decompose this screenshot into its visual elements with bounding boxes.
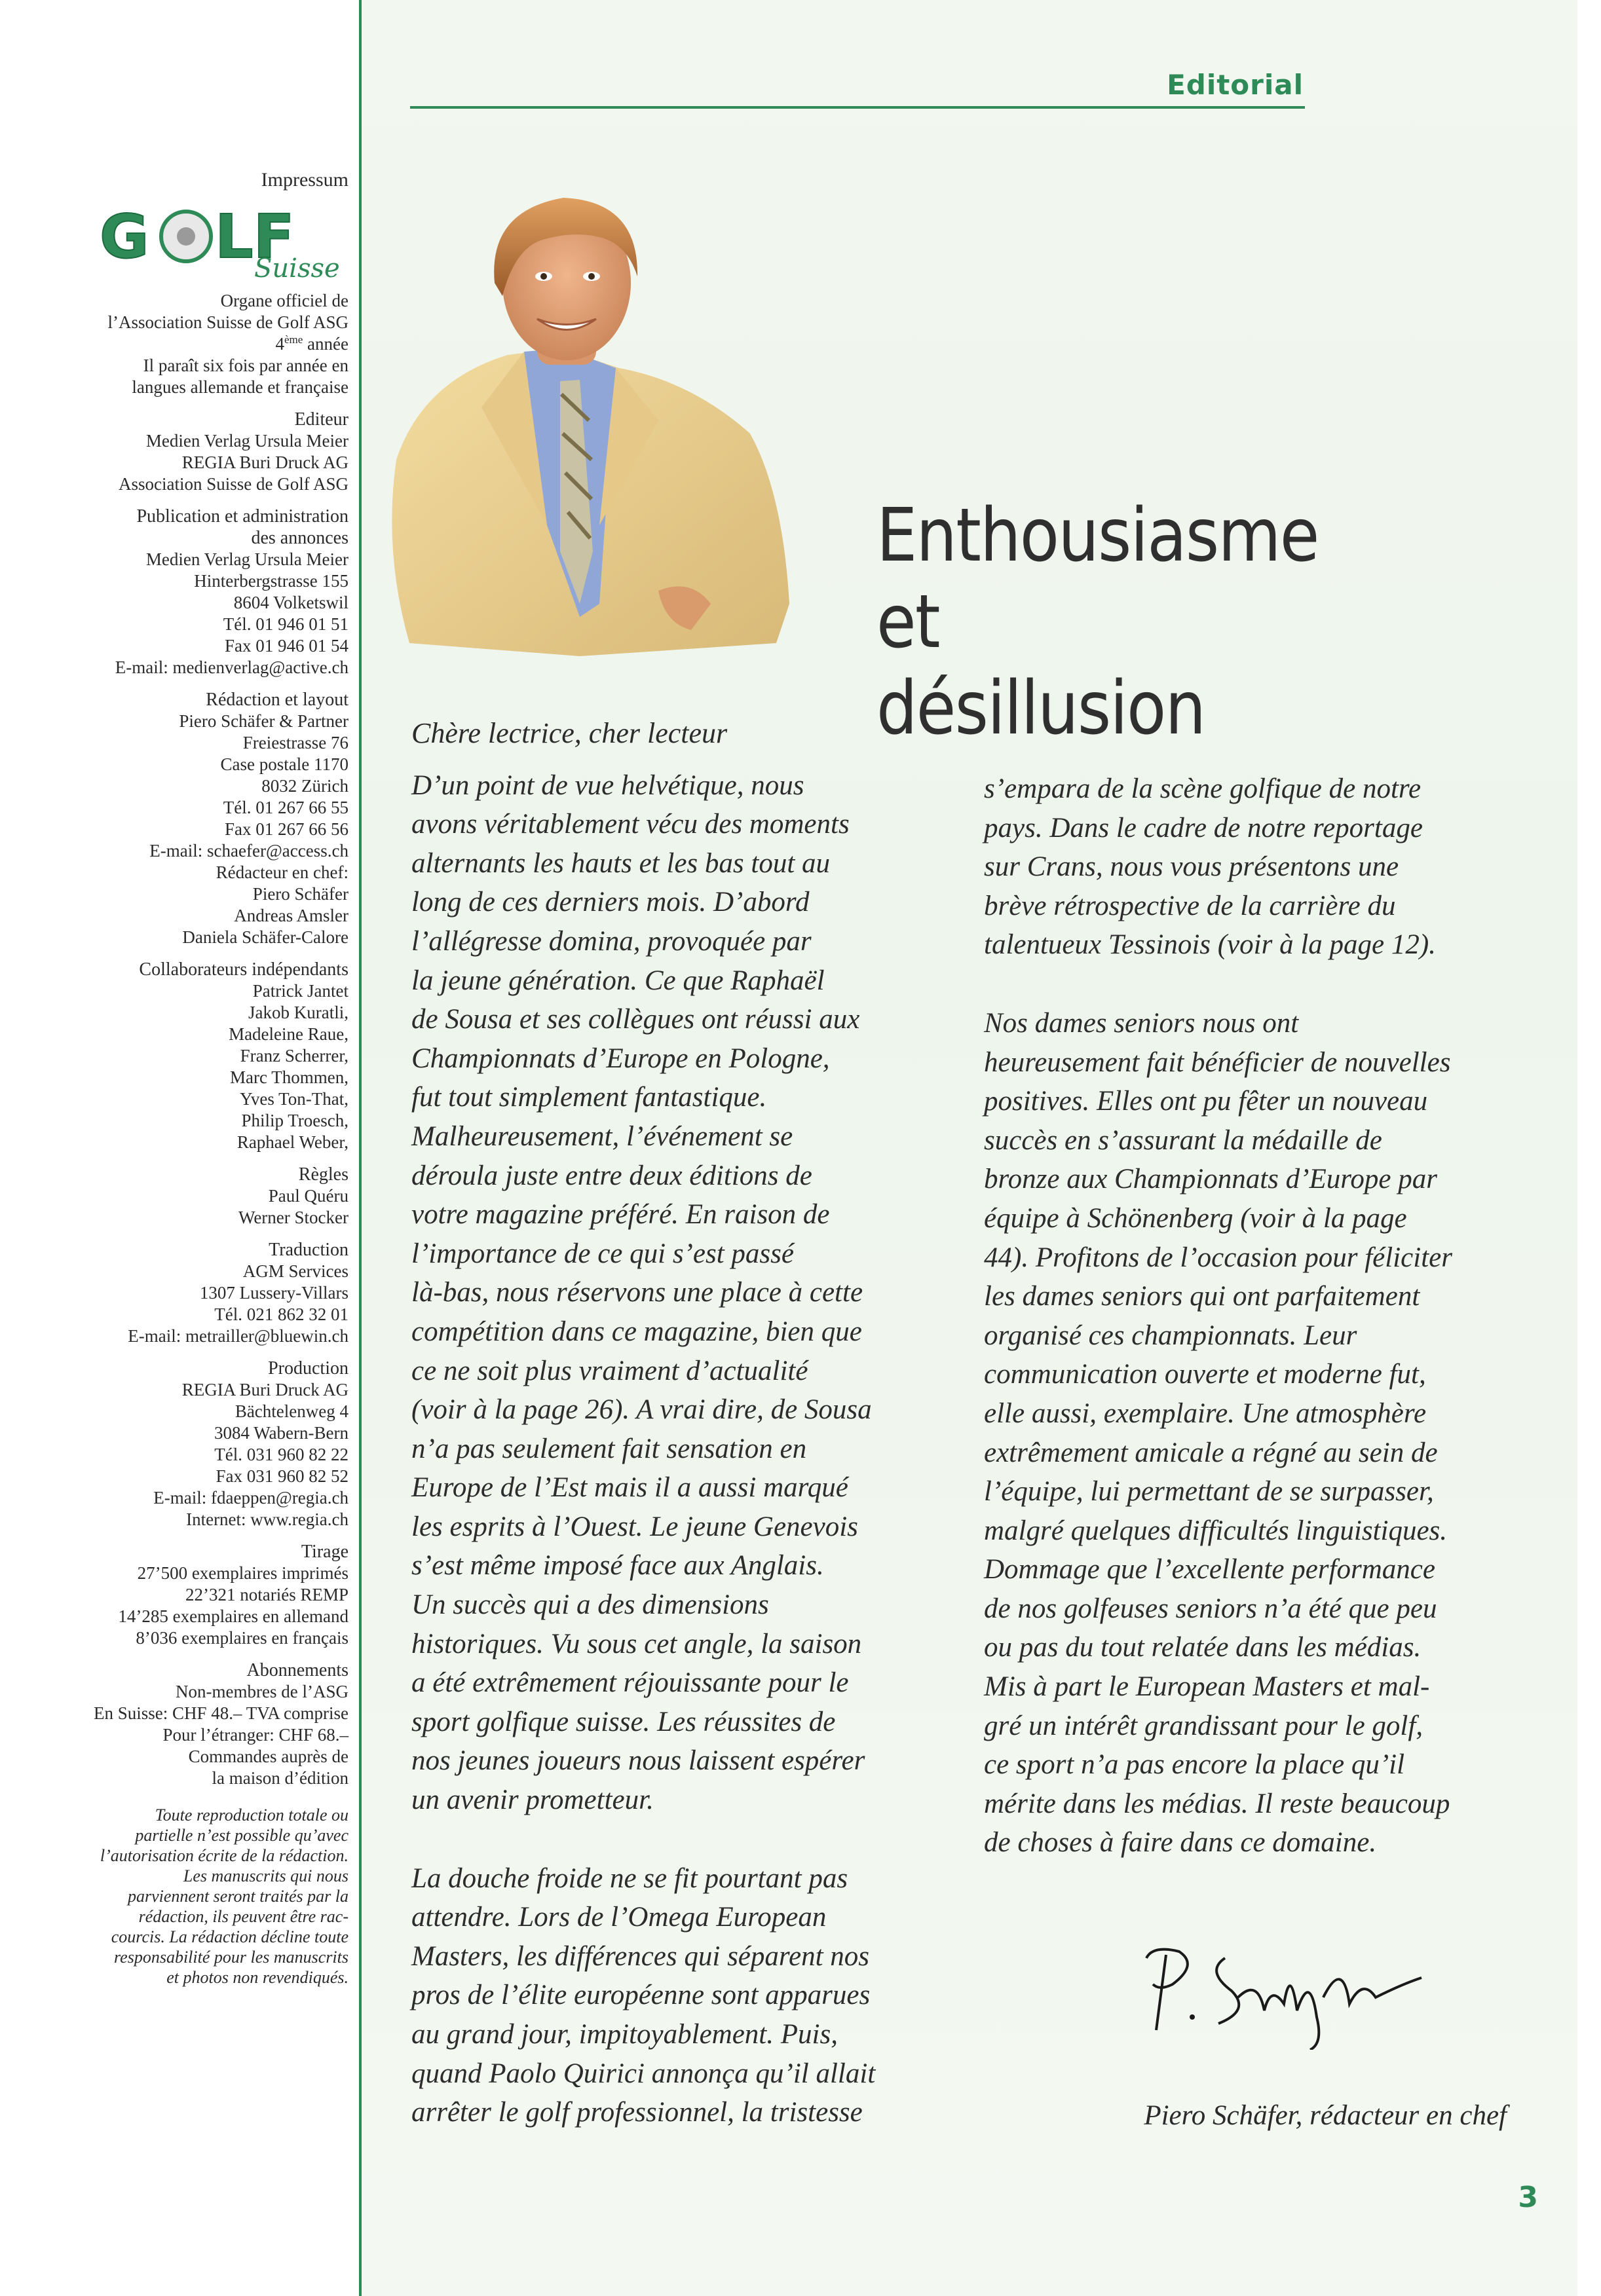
article-line: Nos dames seniors nous ont: [984, 1007, 1299, 1039]
header-rule: [410, 106, 1305, 109]
note-line: courcis. La rédaction décline toute: [111, 1927, 348, 1946]
article-line: pays. Dans le cadre de notre reportage: [984, 812, 1423, 843]
article-line: s’est même imposé face aux Anglais.: [411, 1550, 824, 1582]
article-line: Championnats d’Europe en Pologne,: [411, 1043, 830, 1074]
impressum-line: Yves Ton-That,: [240, 1089, 348, 1109]
note-line: l’autorisation écrite de la rédaction.: [100, 1846, 348, 1865]
article-line: Dommage que l’excellente performance: [984, 1554, 1435, 1585]
impressum-line: Piero Schäfer & Partner: [179, 711, 348, 731]
article-line: D’un point de vue helvétique, nous: [411, 769, 804, 801]
article-line: La douche froide ne se fit pourtant pas: [411, 1862, 848, 1894]
impressum-line: 22’321 notariés REMP: [185, 1585, 348, 1604]
article-line: au grand jour, impitoyablement. Puis,: [411, 2019, 838, 2050]
impressum-title: Impressum: [261, 169, 348, 191]
impressum-heading: Traduction: [269, 1240, 348, 1260]
impressum-line: REGIA Buri Druck AG: [181, 1380, 348, 1399]
article-line: sur Crans, nous vous présentons une: [984, 851, 1399, 883]
impressum-heading: Abonnements: [246, 1660, 348, 1680]
article-line: brève rétrospective de la carrière du: [984, 890, 1396, 921]
impressum-line: 8’036 exemplaires en français: [136, 1628, 348, 1648]
article-line: n’a pas seulement fait sensation en: [411, 1433, 807, 1464]
impressum-section: [26, 409, 348, 495]
article-line: (voir à la page 26). A vrai dire, de Sousa: [411, 1394, 872, 1426]
impressum-heading: Collaborateurs indépendants: [139, 959, 348, 980]
logo-letter-g: G: [100, 204, 149, 272]
note-line: et photos non revendiqués.: [166, 1968, 348, 1987]
year-label: année: [307, 334, 348, 354]
salutation: Chère lectrice, cher lecteur: [411, 717, 728, 749]
impressum-section: [26, 1541, 348, 1649]
article-line: de Sousa et ses collègues ont réussi aux: [411, 1004, 860, 1035]
impressum-line: Tél. 031 960 82 22: [214, 1445, 348, 1464]
impressum-heading: Tirage: [301, 1542, 348, 1562]
article-line: équipe à Schönenberg (voir à la page: [984, 1202, 1407, 1234]
impressum-section: [26, 506, 348, 678]
impressum-line: 8604 Volketswil: [233, 593, 348, 612]
impressum-line: 14’285 exemplaires en allemand: [118, 1606, 348, 1626]
impressum-heading: Publication et administration: [136, 506, 348, 527]
intro-line: Organe officiel de: [220, 291, 348, 310]
article-line: 44). Profitons de l’occasion pour féliciter: [984, 1242, 1452, 1273]
impressum-line: 1307 Lussery-Villars: [199, 1283, 348, 1303]
article-line: déroula juste entre deux éditions de: [411, 1160, 812, 1191]
article-line: l’allégresse domina, provoquée par: [411, 925, 812, 957]
impressum-line: 27’500 exemplaires imprimés: [137, 1563, 348, 1583]
impressum-line: E-mail: fdaeppen@regia.ch: [153, 1488, 348, 1508]
article-line: les esprits à l’Ouest. Le jeune Genevois: [411, 1511, 858, 1542]
note-line: Les manuscrits qui nous: [183, 1866, 348, 1885]
intro-line: l’Association Suisse de Golf ASG: [107, 312, 348, 332]
article-line: l’équipe, lui permettant de se surpasser,: [984, 1476, 1434, 1508]
signature-name: Piero Schäfer, rédacteur en chef: [1144, 2100, 1507, 2131]
article-line: sport golfique suisse. Les réussites de: [411, 1706, 836, 1737]
logo-letters-lf: LF: [215, 204, 295, 272]
impressum-line: Case postale 1170: [220, 754, 348, 774]
article-line: gré un intérêt grandissant pour le golf,: [984, 1710, 1423, 1741]
impressum-section: [26, 1358, 348, 1530]
impressum-line: 3084 Wabern-Bern: [214, 1423, 348, 1443]
article-line: fut tout simplement fantastique.: [411, 1082, 767, 1113]
impressum-line: Tél. 021 862 32 01: [214, 1305, 348, 1324]
impressum-section: [26, 959, 348, 1153]
article-line: de choses à faire dans ce domaine.: [984, 1827, 1377, 1859]
impressum-line: Rédacteur en chef:: [216, 862, 348, 882]
section-label: Editorial: [1167, 69, 1304, 101]
intro-line: Il paraît six fois par année en: [143, 356, 348, 375]
impressum-heading: des annonces: [251, 528, 348, 548]
impressum-sidebar: [26, 169, 348, 1988]
article-line: organisé ces championnats. Leur: [984, 1320, 1357, 1351]
golf-suisse-logo: [26, 204, 348, 281]
impressum-line: Patrick Jantet: [252, 981, 348, 1001]
year-number: 4: [275, 334, 284, 354]
impressum-line: Daniela Schäfer-Calore: [182, 927, 348, 947]
impressum-line: Tél. 01 946 01 51: [223, 614, 348, 634]
impressum-line: Andreas Amsler: [234, 906, 348, 925]
article-line: quand Paolo Quirici annonça qu’il allait: [411, 2058, 876, 2089]
impressum-line: E-mail: medienverlag@active.ch: [115, 657, 348, 677]
impressum-line: Franz Scherrer,: [240, 1046, 348, 1065]
impressum-line: la maison d’édition: [212, 1768, 348, 1788]
impressum-line: Non-membres de l’ASG: [176, 1682, 348, 1701]
article-line: historiques. Vu sous cet angle, la saison: [411, 1628, 862, 1659]
intro-year: [26, 333, 348, 355]
article-line: votre magazine préféré. En raison de: [411, 1199, 830, 1231]
headline-line-2: désillusion: [876, 666, 1205, 751]
impressum-line: Paul Quéru: [268, 1186, 348, 1206]
impressum-heading: Production: [268, 1358, 348, 1379]
article-line: long de ces derniers mois. D’abord: [411, 887, 810, 918]
article-line: nos jeunes joueurs nous laissent espérer: [411, 1745, 865, 1777]
impressum-line: Raphael Weber,: [236, 1132, 348, 1152]
impressum-line: AGM Services: [242, 1261, 348, 1281]
impressum-heading: Rédaction et layout: [206, 690, 348, 710]
article-line: compétition dans ce magazine, bien que: [411, 1316, 862, 1347]
impressum-line: En Suisse: CHF 48.– TVA comprise: [93, 1703, 348, 1723]
article-line: ou pas du tout relatée dans les médias.: [984, 1632, 1422, 1663]
article-line: malgré quelques difficultés linguistiques.: [984, 1515, 1448, 1546]
article-line: alternants les hauts et les bas tout au: [411, 847, 831, 879]
impressum-section: [26, 1164, 348, 1229]
article-line: talentueux Tessinois (voir à la page 12).: [984, 929, 1436, 961]
impressum-heading: Règles: [298, 1164, 348, 1185]
article-line: ce ne soit plus vraiment d’actualité: [411, 1355, 808, 1386]
article-line: positives. Elles ont pu fêter un nouveau: [984, 1086, 1428, 1117]
note-line: parviennent seront traités par la: [127, 1887, 348, 1906]
article-line: communication ouverte et moderne fut,: [984, 1359, 1426, 1390]
article-line: Malheureusement, l’événement se: [411, 1120, 793, 1152]
article-line: la jeune génération. Ce que Raphaël: [411, 965, 825, 996]
impressum-line: Internet: www.regia.ch: [186, 1509, 348, 1529]
impressum-line: E-mail: metrailler@bluewin.ch: [128, 1326, 348, 1346]
article-line: Un succès qui a des dimensions: [411, 1589, 769, 1621]
impressum-line: Jakob Kuratli,: [248, 1003, 348, 1022]
article-line: de nos golfeuses seniors n’a été que peu: [984, 1593, 1437, 1624]
impressum-line: Commandes auprès de: [188, 1747, 348, 1766]
article-paragraph: [411, 766, 949, 1820]
article-column-right: [984, 769, 1560, 1862]
article-column-left: [411, 714, 949, 2132]
impressum-line: Madeleine Raue,: [229, 1024, 348, 1044]
article-line: Masters, les différences qui séparent nos: [411, 1940, 870, 1972]
page-number: 3: [1518, 2181, 1538, 2214]
impressum-line: Medien Verlag Ursula Meier: [145, 431, 348, 451]
article-paragraph: [411, 1859, 949, 2132]
article-line: succès en s’assurant la médaille de: [984, 1124, 1382, 1156]
impressum-line: Bächtelenweg 4: [235, 1401, 348, 1421]
impressum-line: Philip Troesch,: [241, 1111, 348, 1130]
article-line: l’importance de ce qui s’est passé: [411, 1238, 794, 1269]
article-line: un avenir prometteur.: [411, 1785, 654, 1816]
headline-line-1: Enthousiasme et: [876, 493, 1319, 665]
impressum-line: Fax 01 946 01 54: [225, 636, 348, 656]
impressum-line: Association Suisse de Golf ASG: [119, 474, 348, 494]
article-headline: [876, 492, 1338, 752]
impressum-line: Marc Thommen,: [230, 1067, 348, 1087]
impressum-line: Freiestrasse 76: [242, 733, 348, 752]
impressum-sections: [26, 409, 348, 1789]
intro-line: langues allemande et française: [132, 377, 348, 397]
impressum-line: E-mail: schaefer@access.ch: [149, 841, 348, 861]
impressum-section: [26, 1659, 348, 1789]
impressum-line: Medien Verlag Ursula Meier: [145, 549, 348, 569]
impressum-line: Pour l’étranger: CHF 68.–: [162, 1725, 348, 1745]
impressum-line: Piero Schäfer: [252, 884, 348, 904]
impressum-line: Fax 01 267 66 56: [225, 819, 348, 839]
page-edge: [1577, 0, 1601, 2296]
article-line: extrêmement amicale a régné au sein de: [984, 1437, 1438, 1468]
article-line: heureusement fait bénéficier de nouvelles: [984, 1046, 1451, 1078]
sidebar-divider: [359, 0, 362, 2296]
impressum-line: 8032 Zürich: [261, 776, 348, 796]
handwritten-signature: [1127, 1919, 1454, 2050]
impressum-heading: Editeur: [294, 409, 348, 430]
impressum-line: REGIA Buri Druck AG: [181, 453, 348, 472]
impressum-line: Tél. 01 267 66 55: [223, 798, 348, 817]
note-line: Toute reproduction totale ou: [155, 1805, 348, 1824]
article-line: attendre. Lors de l’Omega European: [411, 1902, 827, 1933]
article-line: mérite dans les médias. Il reste beaucoup: [984, 1788, 1450, 1819]
article-line: avons véritablement vécu des moments: [411, 809, 850, 840]
article-line: Mis à part le European Masters et mal-: [984, 1671, 1430, 1703]
article-line: ce sport n’a pas encore la place qu’il: [984, 1749, 1405, 1781]
article-paragraph: [984, 769, 1560, 965]
article-line: là-bas, nous réservons une place à cette: [411, 1277, 863, 1308]
note-line: responsabilité pour les manuscrits: [114, 1948, 348, 1967]
note-line: partielle n’est possible qu’avec: [135, 1826, 348, 1845]
article-line: les dames seniors qui ont parfaitement: [984, 1281, 1420, 1312]
note-line: rédaction, ils peuvent être rac-: [138, 1907, 348, 1926]
copyright-note: [26, 1805, 348, 1988]
editor-portrait-photo: [383, 185, 842, 668]
impressum-section: [26, 1239, 348, 1347]
logo-suisse-script: Suisse: [254, 253, 340, 281]
article-line: elle aussi, exemplaire. Une atmosphère: [984, 1398, 1427, 1429]
article-line: arrêter le golf professionnel, la tristesse: [411, 2097, 863, 2128]
article-line: Europe de l’Est mais il a aussi marqué: [411, 1472, 848, 1504]
year-suffix: ème: [284, 333, 303, 346]
article-line: pros de l’élite européenne sont apparues: [411, 1980, 871, 2011]
article-line: bronze aux Championnats d’Europe par: [984, 1164, 1437, 1195]
article-paragraph: [984, 1004, 1560, 1862]
impressum-line: Fax 031 960 82 52: [216, 1466, 348, 1486]
impressum-line: Hinterbergstrasse 155: [194, 571, 348, 591]
impressum-section: [26, 689, 348, 948]
impressum-line: Werner Stocker: [238, 1208, 348, 1227]
article-line: a été extrêmement réjouissante pour le: [411, 1667, 849, 1699]
article-line: s’empara de la scène golfique de notre: [984, 773, 1422, 804]
